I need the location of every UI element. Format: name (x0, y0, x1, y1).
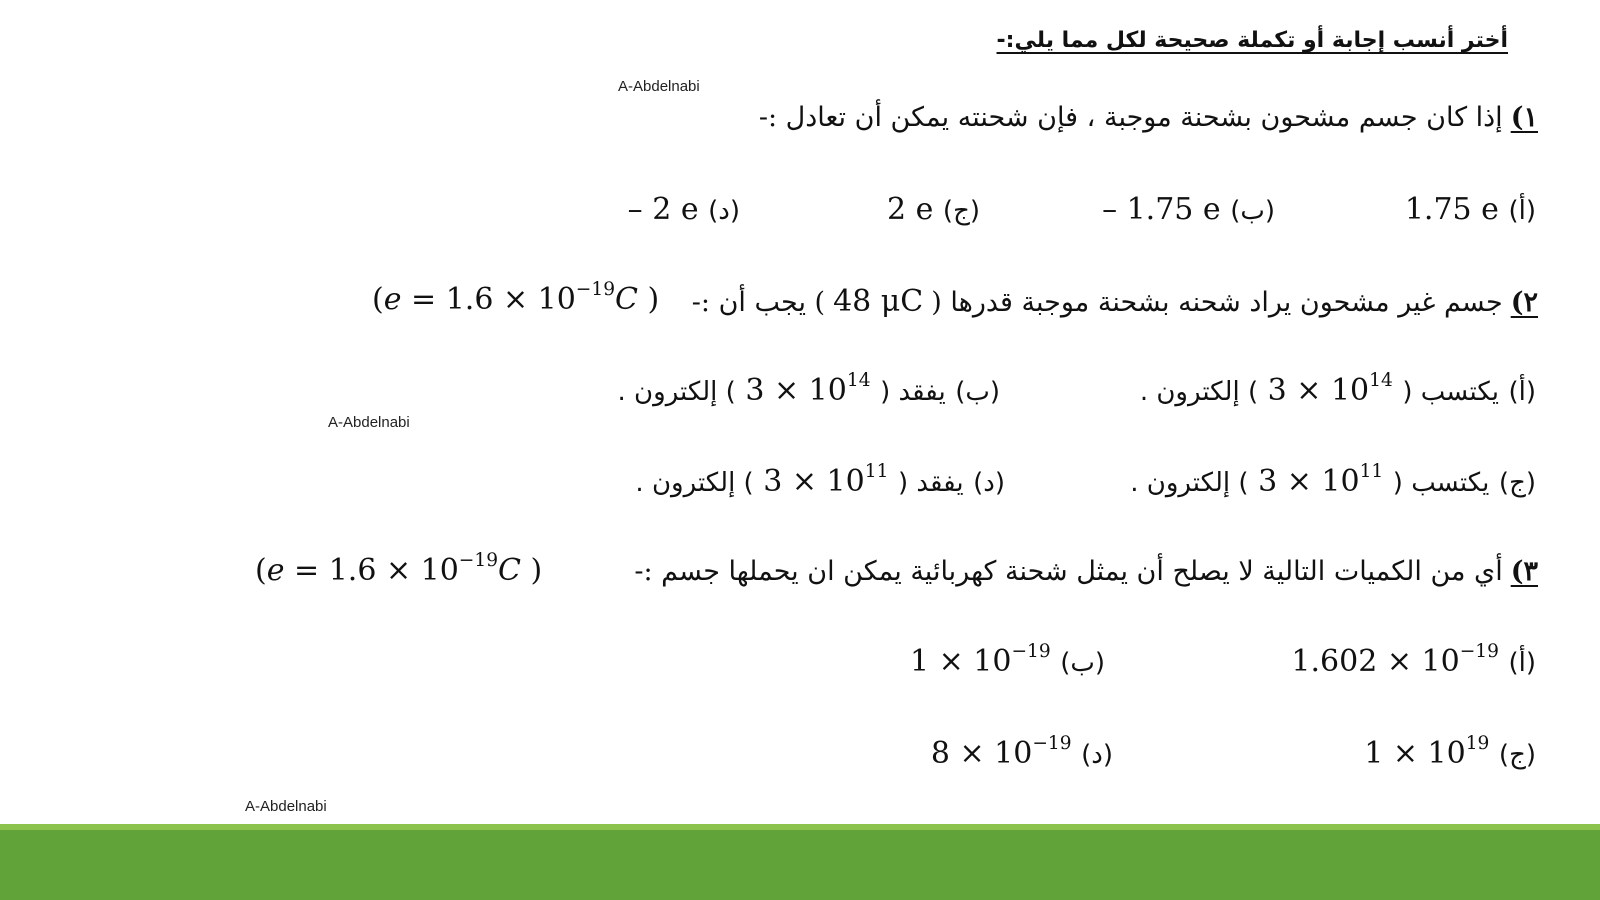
option-label: (أ) (1508, 377, 1536, 407)
question-text: أي من الكميات التالية لا يصلح أن يمثل شحنة كهربائية يمكن ان يحملها جسم :- (634, 556, 1503, 587)
option-value: 1.75 e (1404, 192, 1499, 227)
q1-option-a (1405, 192, 1536, 227)
question-number: ٢) (1510, 287, 1538, 318)
option-coefficient: 1 × 10 (909, 644, 1012, 679)
option-label: (د) (1081, 740, 1113, 770)
option-label: (ب) (1230, 196, 1275, 226)
q2-option-c (1130, 461, 1536, 499)
option-value: – 1.75 e (1102, 192, 1221, 227)
constant-symbol: e (266, 553, 285, 588)
question-text: جسم غير مشحون يراد شحنه بشحنة موجبة قدرها ( (931, 287, 1503, 318)
q3-option-b (909, 641, 1105, 679)
option-label: (د) (973, 468, 1005, 498)
q2-option-a (1139, 370, 1536, 408)
option-label: (أ) (1508, 196, 1536, 226)
electron-charge-constant: ($e = 1.6 \times 10^{-19}C$ ) (255, 550, 543, 588)
option-verb: يفقد ( (897, 468, 964, 498)
question-number: ١) (1510, 102, 1538, 133)
constant-exponent: −19 (458, 550, 499, 572)
option-exponent: 11 (1359, 461, 1384, 483)
question-3 (634, 556, 1538, 587)
option-exponent: 19 (1465, 733, 1490, 755)
q2-option-d (635, 461, 1005, 499)
constant-coefficient: 1.6 × 10 (328, 553, 459, 588)
option-coefficient: 1.602 × 10 (1291, 644, 1460, 679)
watermark: A-Abdelnabi (328, 414, 410, 431)
question-text: ) يجب أن :- (691, 287, 826, 318)
q1-option-d (628, 192, 740, 227)
option-label: (أ) (1508, 648, 1536, 678)
question-2 (692, 284, 1538, 319)
electron-charge-constant: ($e = 1.6 \times 10^{-19}C$ ) (372, 279, 660, 317)
option-coefficient: 3 × 10 (745, 373, 847, 408)
option-coefficient: 1 × 10 (1364, 736, 1466, 771)
q3-option-d (930, 733, 1113, 771)
constant-unit: C (498, 553, 522, 588)
question-text: إذا كان جسم مشحون بشحنة موجبة ، فإن شحنته يمكن أن تعادل :- (758, 102, 1503, 133)
option-exponent: 14 (846, 370, 871, 392)
charge-value: 48 μC (833, 284, 924, 319)
question-1 (759, 102, 1538, 133)
option-exponent: 11 (864, 461, 889, 483)
option-coefficient: 3 × 10 (763, 464, 865, 499)
option-suffix: ) إلكترون . (617, 377, 736, 407)
q1-option-c (887, 192, 980, 227)
option-value: 2 e (886, 192, 934, 227)
option-verb: يكتسب ( (1402, 377, 1499, 407)
option-verb: يفقد ( (880, 377, 946, 407)
option-coefficient: 3 × 10 (1258, 464, 1360, 499)
option-suffix: ) إلكترون . (1139, 377, 1259, 407)
option-value: – 2 e (627, 192, 699, 227)
footer-bar (0, 830, 1600, 900)
constant-unit: C (615, 282, 639, 317)
option-exponent: −19 (1011, 641, 1051, 663)
constant-coefficient: 1.6 × 10 (445, 282, 576, 317)
option-exponent: −19 (1032, 733, 1072, 755)
constant-exponent: −19 (575, 279, 616, 301)
option-suffix: ) إلكترون . (635, 468, 754, 498)
option-label: (ج) (1498, 468, 1536, 498)
option-exponent: −19 (1459, 641, 1499, 663)
option-coefficient: 3 × 10 (1267, 373, 1370, 408)
constant-symbol: e (383, 282, 402, 317)
option-exponent: 14 (1369, 370, 1393, 392)
question-number: ٣) (1510, 556, 1538, 587)
watermark: A-Abdelnabi (618, 78, 700, 95)
option-label: (ج) (942, 196, 980, 226)
watermark: A-Abdelnabi (245, 798, 327, 815)
option-suffix: ) إلكترون . (1130, 468, 1249, 498)
option-label: (د) (708, 196, 740, 226)
option-label: (ب) (955, 377, 1000, 407)
page-heading: أختر أنسب إجابة أو تكملة صحيحة لكل مما يلي:- (996, 28, 1508, 53)
option-verb: يكتسب ( (1392, 468, 1490, 498)
option-coefficient: 8 × 10 (930, 736, 1033, 771)
q1-option-b (1102, 192, 1275, 227)
q2-option-b (617, 370, 1000, 408)
option-label: (ب) (1060, 648, 1105, 678)
q3-option-c (1364, 733, 1536, 771)
option-label: (ج) (1498, 740, 1536, 770)
q3-option-a (1291, 641, 1536, 679)
